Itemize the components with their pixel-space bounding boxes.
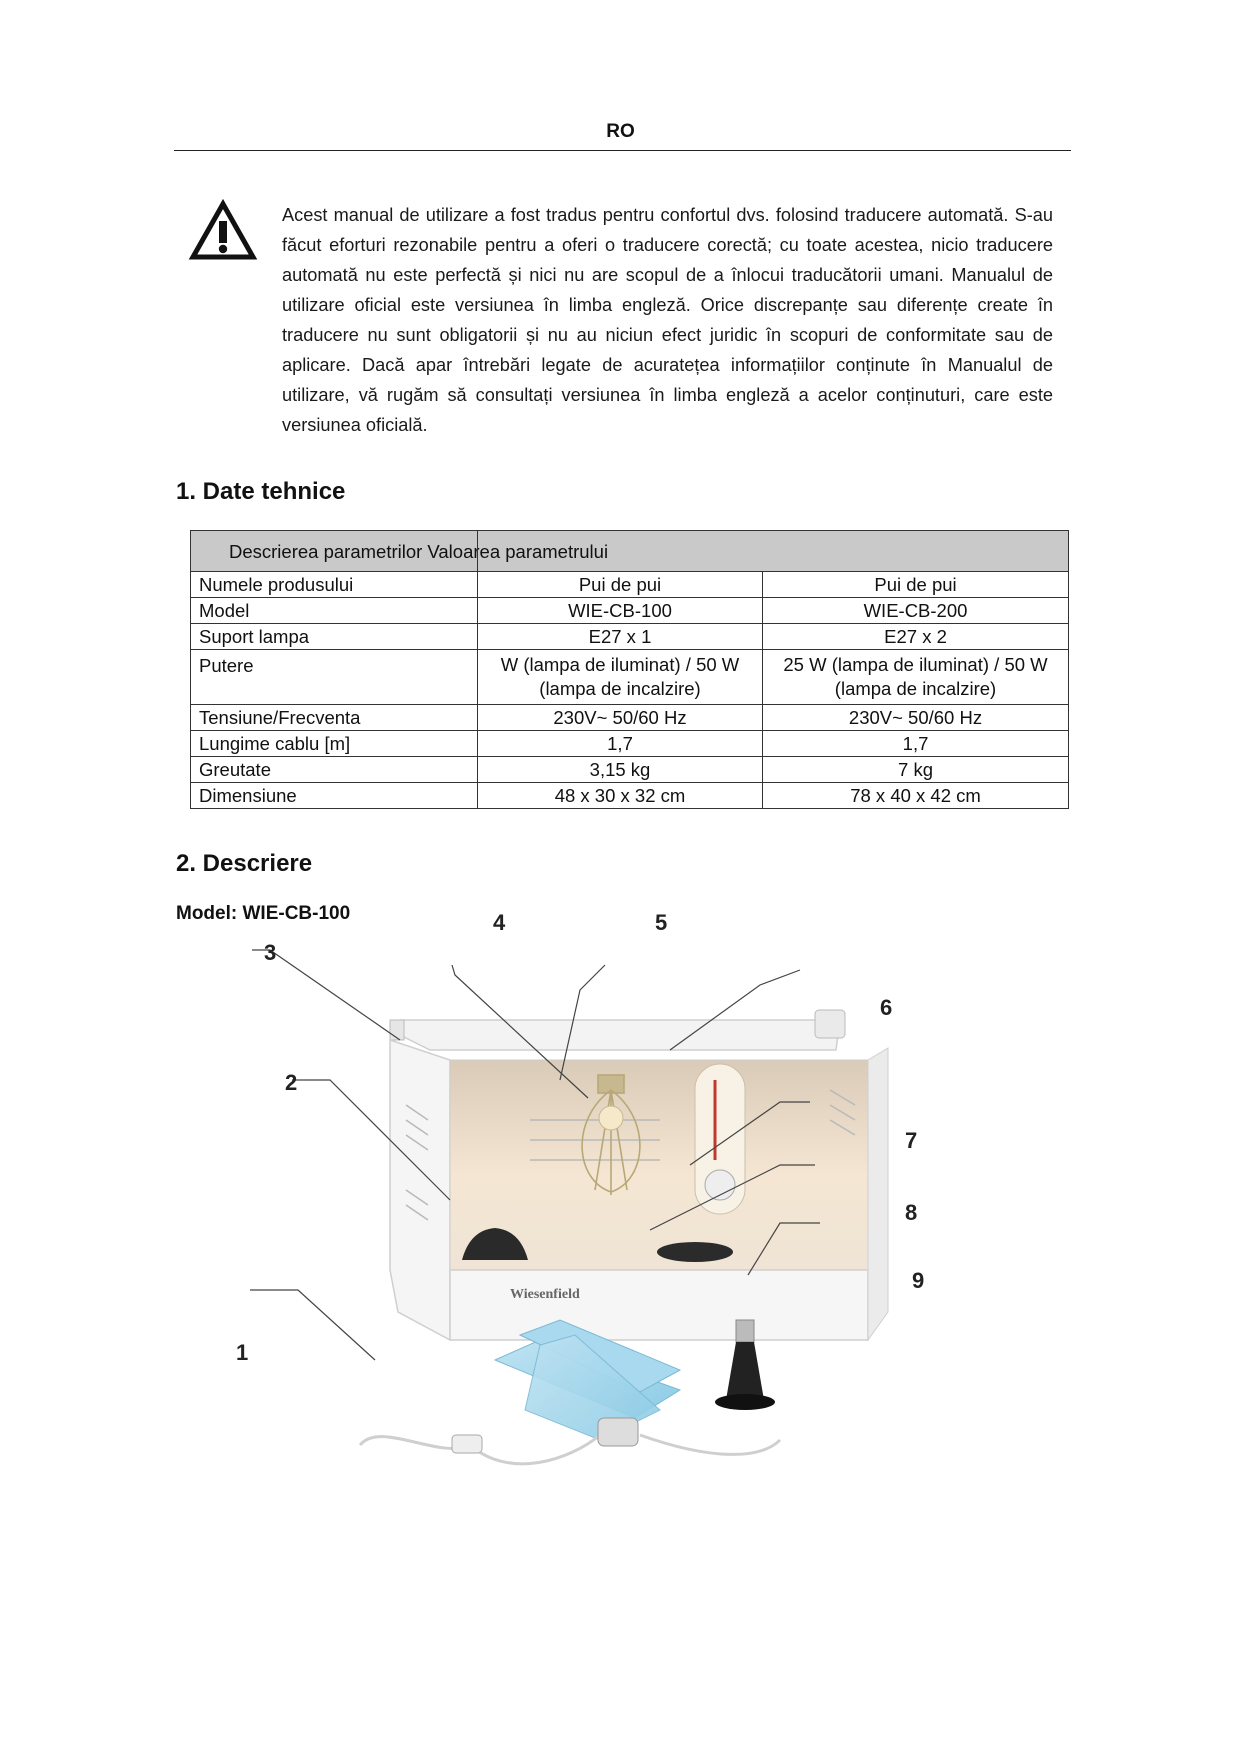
header-divider (174, 150, 1071, 151)
param-value-1: Pui de pui (478, 572, 763, 598)
callout-number: 8 (905, 1200, 918, 1225)
table-header-text: Descrierea parametrilor Valoarea parametrului (229, 540, 609, 562)
lamp-socket (598, 1418, 638, 1446)
header-column-divider (477, 531, 478, 571)
param-value-1: 48 x 30 x 32 cm (478, 783, 763, 809)
param-value-2: WIE-CB-200 (763, 598, 1069, 624)
callout-number: 6 (880, 995, 893, 1020)
param-value-2: 230V~ 50/60 Hz (763, 705, 1069, 731)
param-label: Dimensiune (191, 783, 478, 809)
param-label: Model (191, 598, 478, 624)
table-header-row (191, 531, 1069, 572)
power-cord (360, 1435, 780, 1464)
param-value-1: WIE-CB-100 (478, 598, 763, 624)
param-label: Tensiune/Frecventa (191, 705, 478, 731)
callout-number: 2 (285, 1070, 298, 1095)
table-row (191, 757, 1069, 783)
section-title-technical-data: 1. Date tehnice (176, 478, 346, 505)
callout-number: 1 (236, 1340, 249, 1365)
plug (452, 1435, 482, 1453)
param-label: Lungime cablu [m] (191, 731, 478, 757)
table-row (191, 731, 1069, 757)
table-row (191, 705, 1069, 731)
param-value-2: 78 x 40 x 42 cm (763, 783, 1069, 809)
table-row (191, 572, 1069, 598)
callout-number: 4 (493, 910, 506, 935)
param-value-1: W (lampa de iluminat) / 50 W (lampa de incalzire) (478, 650, 763, 705)
param-value-1: E27 x 1 (478, 624, 763, 650)
param-label: Numele produsului (191, 572, 478, 598)
translation-disclaimer: Acest manual de utilizare a fost tradus pentru confortul dvs. folosind traducere automată. S-au făcut eforturi rezonabile pentru a oferi o traducere corectă; cu toate acestea, nicio traducere automată nu este perfectă și nici nu are scopul de a înlocui traducătorii umani. Manualul de utilizare oficial este versiunea în limba engleză. Orice discrepanțe sau diferențe create în traducere nu sunt obligatorii și nu au niciun efect juridic în scopuri de conformitate sau de aplicare. Dacă apar întrebări legate de acuratețea informațiilor conținute în Manualul de utilizare, vă rugăm să consultați versiunea în limba engleză a acelor conținuturi, care este versiunea oficială. (282, 205, 1053, 435)
table-row (191, 650, 1069, 705)
warning-icon (190, 200, 256, 260)
param-label: Greutate (191, 757, 478, 783)
table-row (191, 783, 1069, 809)
param-value-2: 25 W (lampa de iluminat) / 50 W (lampa de incalzire) (763, 650, 1069, 705)
callout-number: 5 (655, 910, 668, 935)
param-value-1: 230V~ 50/60 Hz (478, 705, 763, 731)
page-language: RO (606, 121, 635, 142)
param-value-1: 1,7 (478, 731, 763, 757)
callout-number: 3 (264, 940, 277, 965)
section-title-description: 2. Descriere (176, 850, 313, 877)
param-label: Suport lampa (191, 624, 478, 650)
param-label: Putere (191, 650, 478, 705)
param-value-2: 7 kg (763, 757, 1069, 783)
param-value-2: Pui de pui (763, 572, 1069, 598)
brooder-box (390, 1010, 888, 1340)
technical-data-table (190, 530, 1069, 809)
product-diagram (236, 910, 960, 1510)
callout-number: 9 (912, 1268, 925, 1293)
model-label: Model: WIE-CB-100 (176, 903, 351, 924)
table-header-cell (191, 531, 1069, 572)
brand-logo-text: Wiesenfield (510, 1287, 580, 1302)
callout-number: 7 (905, 1128, 918, 1153)
param-value-2: 1,7 (763, 731, 1069, 757)
table-row (191, 598, 1069, 624)
param-value-1: 3,15 kg (478, 757, 763, 783)
param-value-2: E27 x 2 (763, 624, 1069, 650)
table-row (191, 624, 1069, 650)
